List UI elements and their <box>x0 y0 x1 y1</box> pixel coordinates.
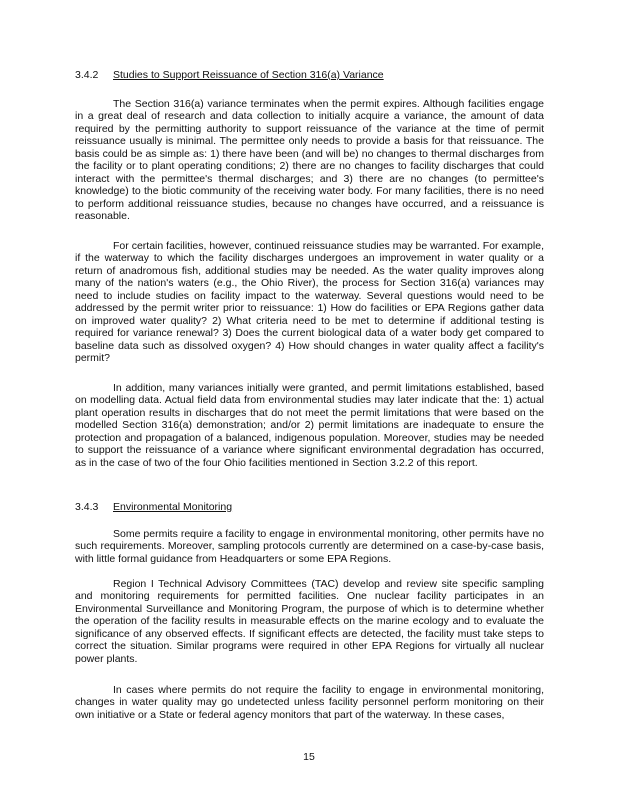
paragraph: Some permits require a facility to engage in environmental monitoring, other permits have no such requirements. Moreover, sampling protocols currently are determined on a case-by-case basis, with little formal guidance from Headquarters or some EPA Regions. <box>75 528 544 565</box>
paragraph: In addition, many variances initially were granted, and permit limitations established, based on modelling data. Actual field data from environmental studies may later indicate that the: 1) actual plant operation results in discharges that do not meet the permit limitations that were based on the modelled Section 316(a) demonstration; and/or 2) permit limitations are inadequate to ensure the protection and propagation of a balanced, indigenous population. Moreover, studies may be needed to support the reissuance of a variance where significant environmental degradation has occurred, as in the case of two of the four Ohio facilities mentioned in Section 3.2.2 of this report. <box>75 382 544 469</box>
section-heading-3-4-3 <box>75 501 232 514</box>
section-number: 3.4.2 <box>75 69 99 81</box>
paragraph: Region I Technical Advisory Committees (TAC) develop and review site specific sampling and monitoring requirements for permitted facilities. One nuclear facility participates in an Environmental Surveillance and Monitoring Program, the purpose of which is to determine whether the operation of the facility results in measurable effects on the marine ecology and to evaluate the significance of any observed effects. If significant effects are detected, the facility must take steps to correct the situation. Similar programs were required in other EPA Regions for virtually all nuclear power plants. <box>75 578 544 665</box>
section-number: 3.4.3 <box>75 501 99 513</box>
page-number: 15 <box>303 751 315 763</box>
paragraph: In cases where permits do not require the facility to engage in environmental monitoring, changes in water quality may go undetected unless facility personnel perform monitoring on their own initiative or a State or federal agency monitors that part of the waterway. In these cases, <box>75 684 544 721</box>
paragraph: The Section 316(a) variance terminates when the permit expires. Although facilities engage in a great deal of research and data collection to initially acquire a variance, the amount of data required by the permitting authority to support reissuance of the variance at the time of permit reissuance usually is minimal. The permittee only needs to provide a basis for that reissuance. The basis could be as simple as: 1) there have been (and will be) no changes to thermal discharges from the facility or to plant operating conditions; 2) there are no changes to facility discharges that could interact with the permittee's thermal discharges; and 3) there are no changes (to permittee's knowledge) to the biotic community of the receiving water body. For many facilities, there is no need to perform additional reissuance studies, because no changes have occurred, and a reissuance is reasonable. <box>75 98 544 223</box>
section-title: Environmental Monitoring <box>113 501 233 513</box>
section-heading-3-4-2 <box>75 69 384 82</box>
section-title: Studies to Support Reissuance of Section 316(a) Variance <box>113 69 384 81</box>
paragraph: For certain facilities, however, continued reissuance studies may be warranted. For example, if the waterway to which the facility discharges undergoes an improvement in water quality or a return of anadromous fish, additional studies may be needed. As the water quality improves along many of the nation's waters (e.g., the Ohio River), the process for Section 316(a) variances may need to include studies on facility impact to the waterway. Several questions would need to be addressed by the permit writer prior to reissuance: 1) How do facilities or EPA Regions gather data on improved water quality? 2) What criteria need to be met to determine if additional testing is required for variance renewal? 3) Does the current biological data of a water body get compared to baseline data such as dissolved oxygen? 4) How should changes in water quality affect a facility's permit? <box>75 240 544 365</box>
